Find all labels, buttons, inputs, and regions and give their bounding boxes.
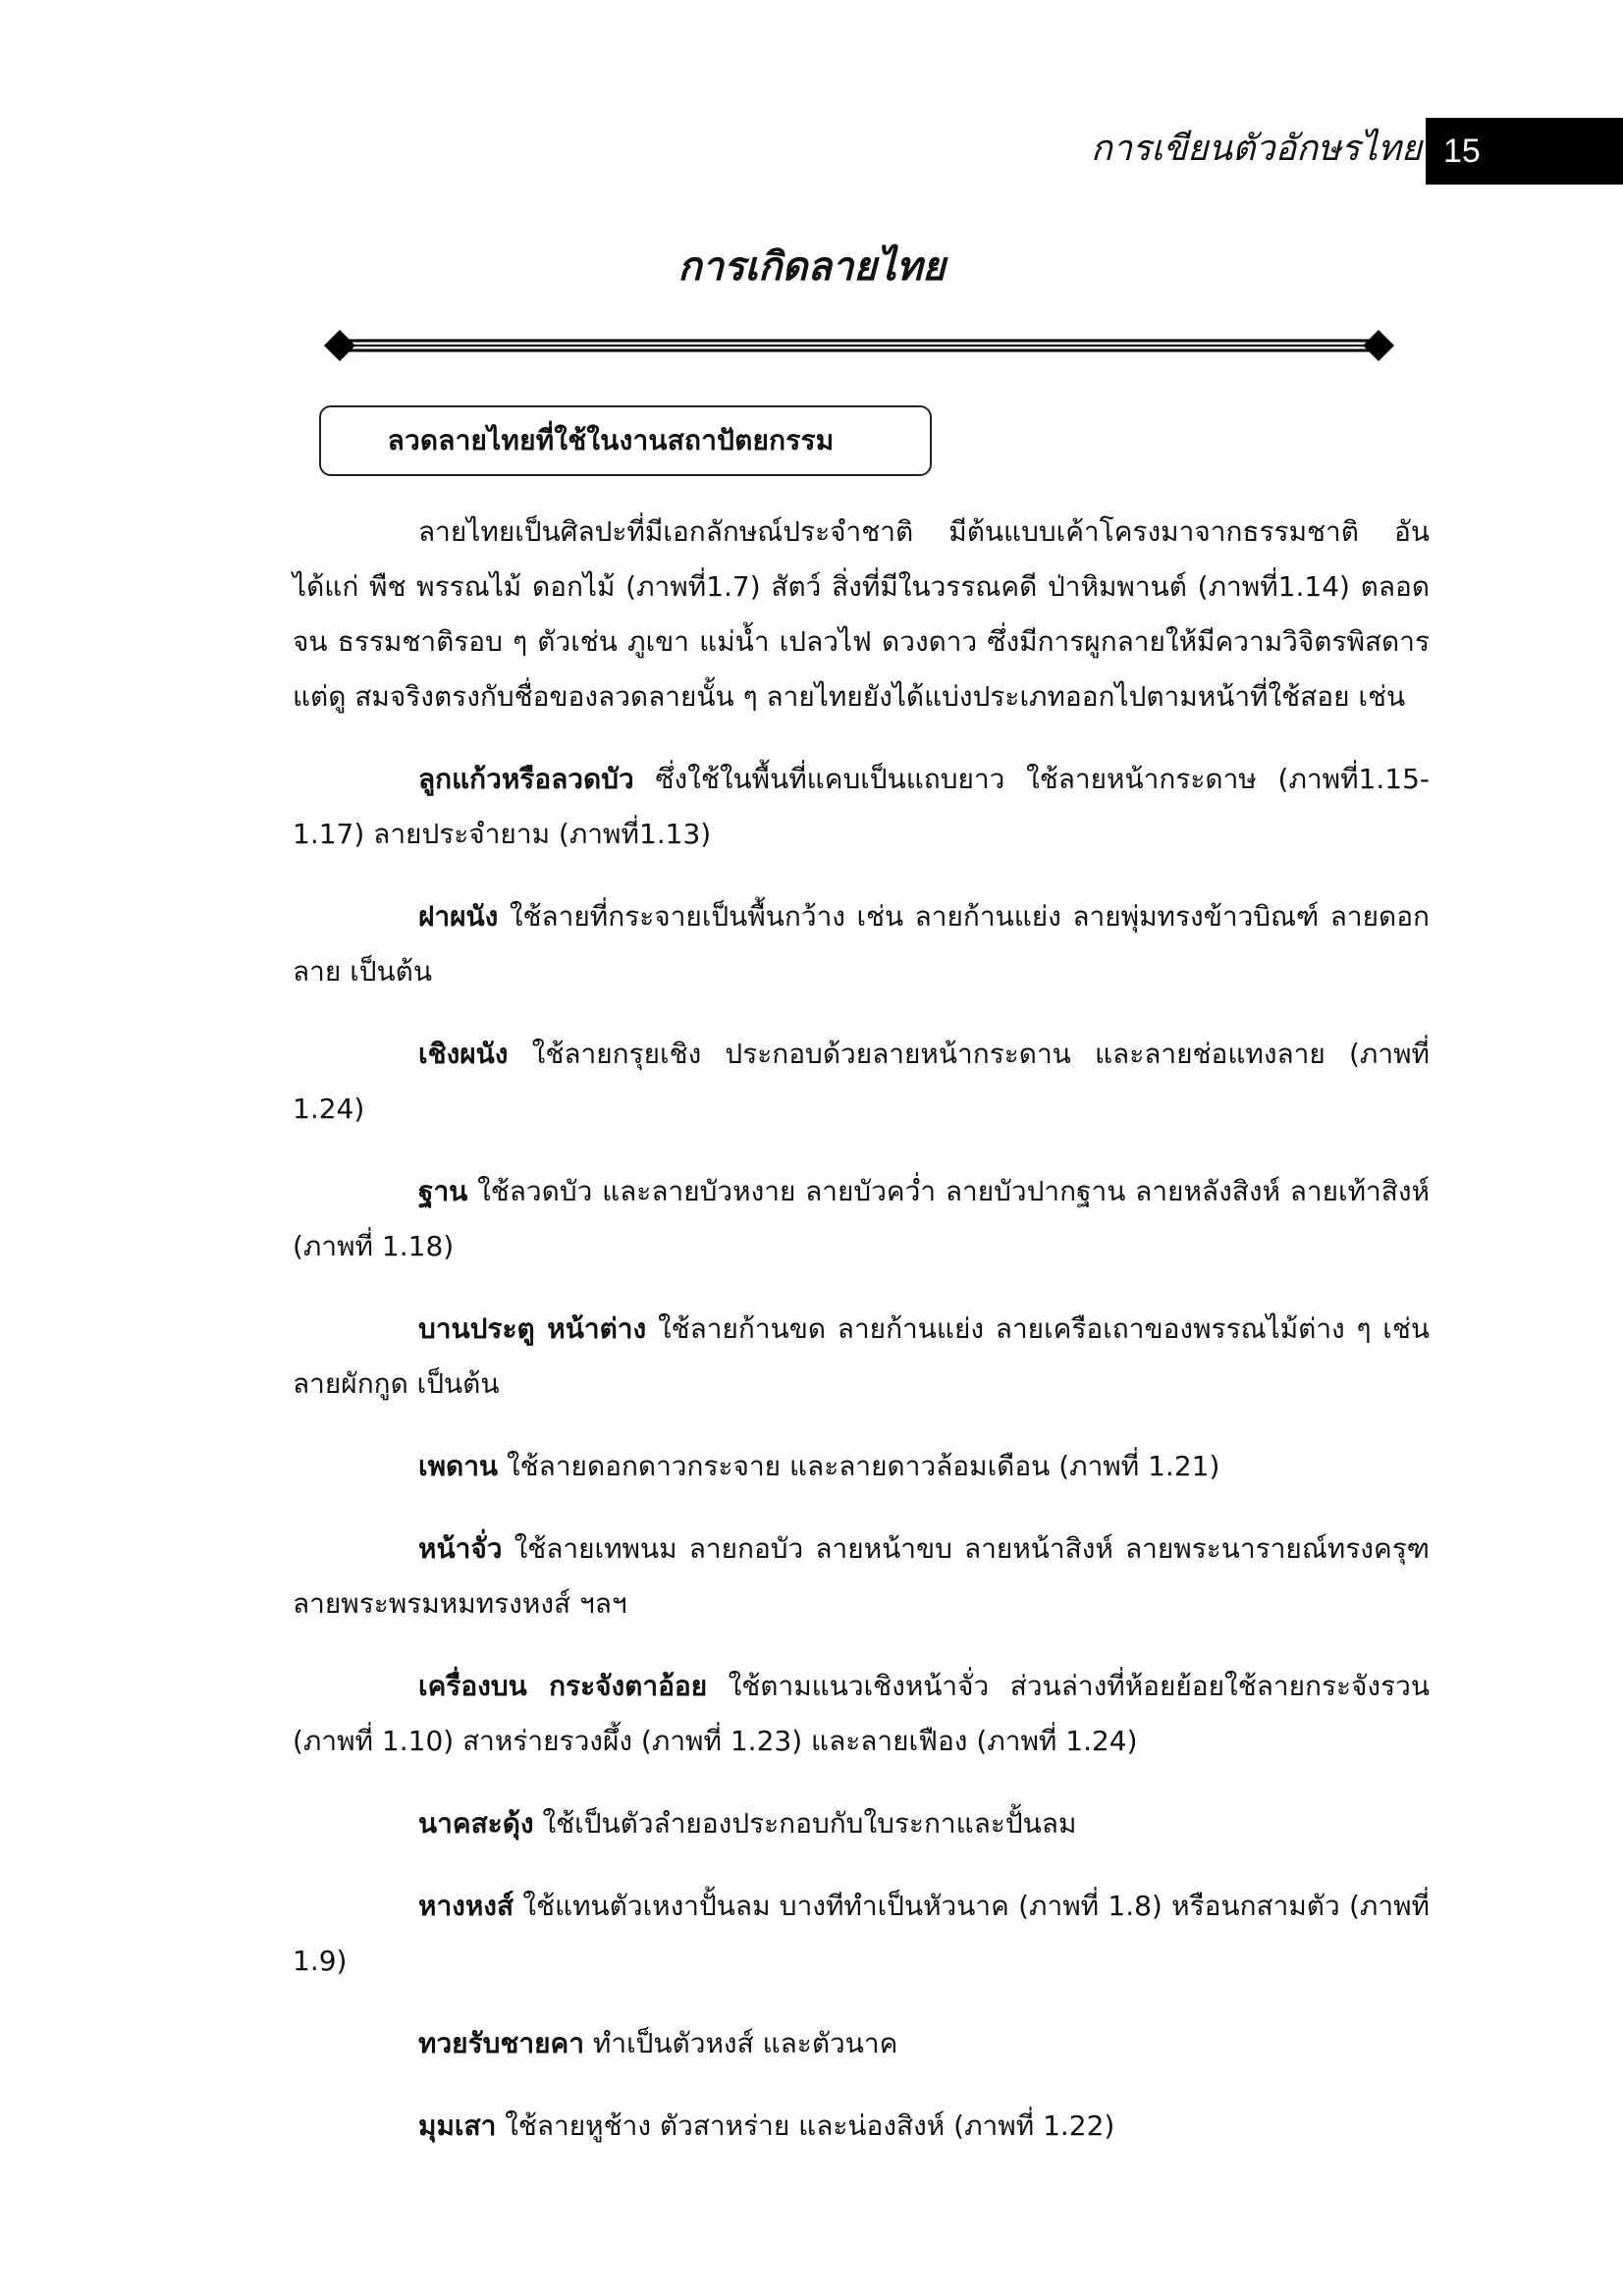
- item-text: ใช้ลายเทพนม ลายกอบัว ลายหน้าขบ ลายหน้าสิงห์ ลายพระนารายณ์ทรงครุฑ ลายพระพรมหมทรงหงส์ ฯลฯ: [293, 1532, 1430, 1620]
- body-content: [293, 505, 1430, 2181]
- list-item: [293, 1879, 1430, 1989]
- item-text: ใช้ลายที่กระจายเป็นพื้นกว้าง เช่น ลายก้านแย่ง ลายพุ่มทรงข้าวบิณฑ์ ลายดอก ลาย เป็นต้น: [293, 900, 1430, 988]
- list-item: [293, 1796, 1430, 1851]
- item-text: ใช้ลายดอกดาวกระจาย และลายดาวล้อมเดือน (ภาพที่ 1.21): [498, 1450, 1220, 1482]
- list-item: [293, 2099, 1430, 2154]
- item-text: ใช้ลายหูช้าง ตัวสาหร่าย และน่องสิงห์ (ภาพที่ 1.22): [496, 2109, 1115, 2142]
- item-text: ใช้แทนตัวเหงาปั้นลม บางทีทำเป็นหัวนาค (ภาพที่ 1.8) หรือนกสามตัว (ภาพที่ 1.9): [293, 1890, 1430, 1977]
- item-term: ลูกแก้วหรือลวดบัว: [418, 763, 634, 795]
- list-item: [293, 1302, 1430, 1412]
- item-term: มุมเสา: [418, 2109, 497, 2142]
- item-text: ใช้ลวดบัว และลายบัวหงาย ลายบัวคว่ำ ลายบัวปากฐาน ลายหลังสิงห์ ลายเท้าสิงห์ (ภาพที่ 1.18): [293, 1175, 1430, 1262]
- item-term: ฝาผนัง: [418, 900, 499, 933]
- item-text: ใช้ลายก้านขด ลายก้านแย่ง ลายเครือเถาของพรรณไม้ต่าง ๆ เช่น ลายผักกูด เป็นต้น: [293, 1312, 1430, 1400]
- intro-paragraph: ลายไทยเป็นศิลปะที่มีเอกลักษณ์ประจำชาติ มีต้นแบบเค้าโครงมาจากธรรมชาติ อันได้แก่ พืช พรรณไม้ ดอกไม้ (ภาพที่1.7) สัตว์ สิ่งที่มีในวรรณคดี ป่าหิมพานต์ (ภาพที่1.14) ตลอดจน ธรรมชาติรอบ ๆ ตัวเช่น ภูเขา แม่น้ำ เปลวไฟ ดวงดาว ซึ่งมีการผูกลายให้มีความวิจิตรพิสดาร แต่ดู สมจริงตรงกับชื่อของลวดลายนั้น ๆ ลายไทยยังได้แบ่งประเภทออกไปตามหน้าที่ใช้สอย เช่น: [293, 515, 1430, 713]
- item-term: เพดาน: [418, 1450, 499, 1482]
- list-item: [293, 1659, 1430, 1769]
- item-text: ใช้ลายกรุยเชิง ประกอบด้วยลายหน้ากระดาน และลายช่อแทงลาย (ภาพที่ 1.24): [293, 1038, 1430, 1125]
- item-term: เครื่องบน กระจังตาอ้อย: [418, 1670, 708, 1702]
- item-text: ใช้ตามแนวเชิงหน้าจั่ว ส่วนล่างที่ห้อยย้อยใช้ลายกระจังรวน (ภาพที่ 1.10) สาหร่ายรวงผึ้ง (ภาพที่ 1.23) และลายเฟือง (ภาพที่ 1.24): [293, 1670, 1430, 1757]
- list-item: [293, 889, 1430, 999]
- list-item: [293, 2016, 1430, 2071]
- page-number-box: [1426, 118, 1623, 185]
- item-text: ใช้เป็นตัวลำยองประกอบกับใบระกาและปั้นลม: [533, 1807, 1077, 1840]
- list-item: [293, 1439, 1430, 1494]
- item-term: เชิงผนัง: [418, 1038, 509, 1070]
- list-item: [293, 752, 1430, 862]
- item-term: นาคสะดุ้ง: [418, 1807, 534, 1840]
- chapter-title: การเกิดลายไทย: [677, 244, 946, 290]
- list-item: [293, 1164, 1430, 1274]
- page-number: 15: [1443, 133, 1481, 170]
- running-title: การเขียนตัวอักษรไทย: [1091, 129, 1422, 169]
- section-heading-box: [319, 405, 932, 476]
- item-term: หน้าจั่ว: [418, 1532, 503, 1565]
- section-heading: ลวดลายไทยที่ใช้ในงานสถาปัตยกรรม: [387, 424, 835, 456]
- list-item: [293, 1522, 1430, 1631]
- item-text: ซึ่งใช้ในพื้นที่แคบเป็นแถบยาว ใช้ลายหน้ากระดาษ (ภาพที่1.15-1.17) ลายประจำยาม (ภาพที่1.13): [293, 763, 1430, 850]
- item-term: บานประตู หน้าต่าง: [418, 1312, 647, 1345]
- list-item: [293, 1027, 1430, 1137]
- item-term: หางหงส์: [418, 1890, 514, 1922]
- item-term: ทวยรับชายคา: [418, 2027, 584, 2059]
- item-term: ฐาน: [418, 1175, 468, 1207]
- title-divider-ornament: [324, 328, 1394, 363]
- item-text: ทำเป็นตัวหงส์ และตัวนาค: [583, 2027, 898, 2059]
